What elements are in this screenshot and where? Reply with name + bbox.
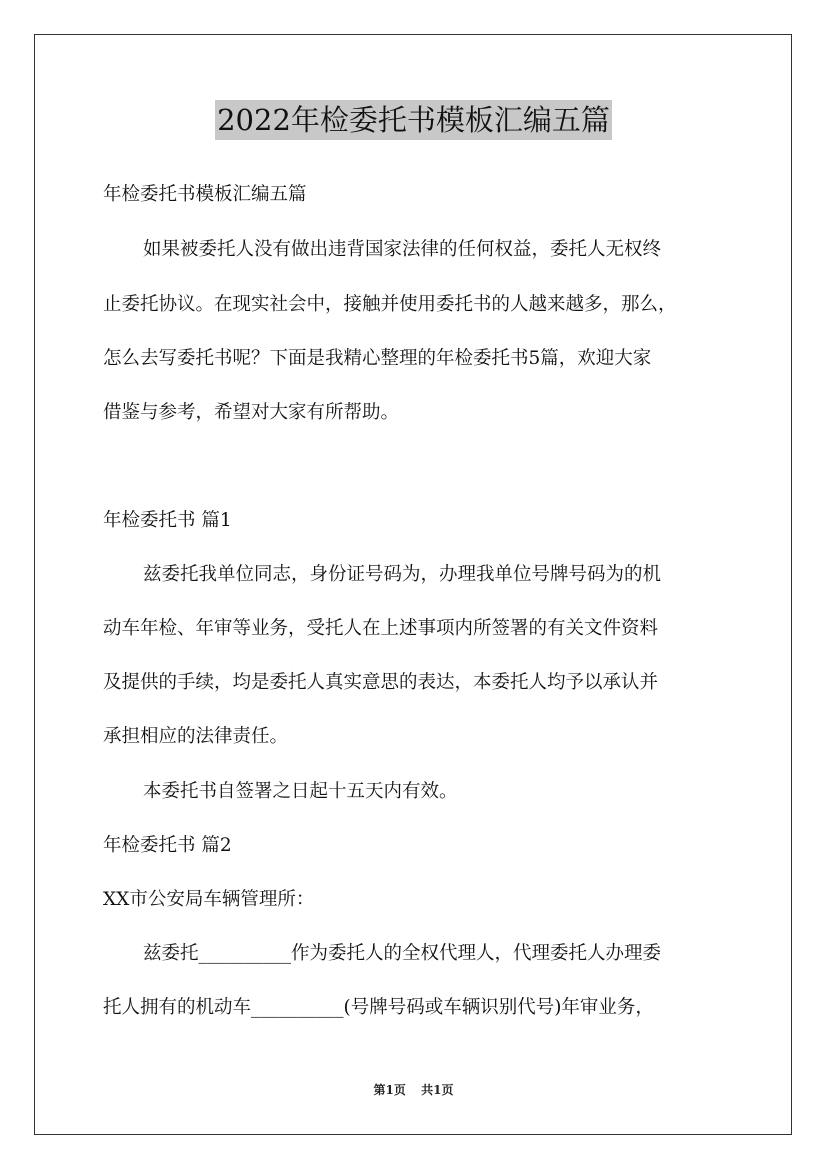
page-number: 第1页: [373, 1083, 406, 1097]
section-heading: 年检委托书模板汇编五篇: [103, 184, 307, 205]
paragraph-line: 怎么去写委托书呢？下面是我精心整理的年检委托书5篇，欢迎大家: [103, 348, 652, 369]
paragraph-line: 托人拥有的机动车__________(号牌号码或车辆识别代号)年审业务，: [103, 997, 654, 1018]
paragraph-line: 本委托书自签署之日起十五天内有效。: [143, 781, 458, 802]
page-total: 共1页: [421, 1083, 454, 1097]
paragraph-line: 借鉴与参考，希望对大家有所帮助。: [103, 402, 400, 423]
paragraph-line: 承担相应的法律责任。: [103, 726, 289, 747]
document-title: 2022年检委托书模板汇编五篇: [215, 100, 612, 140]
page-footer: [0, 1080, 827, 1100]
section-heading: 年检委托书 篇2: [103, 835, 232, 856]
title-container: [0, 100, 827, 140]
paragraph-line: 如果被委托人没有做出违背国家法律的任何权益，委托人无权终: [143, 239, 662, 260]
paragraph-line: 兹委托我单位同志，身份证号码为，办理我单位号牌号码为的机: [143, 564, 662, 585]
section-heading: 年检委托书 篇1: [103, 510, 232, 531]
paragraph-line: 兹委托__________作为委托人的全权代理人，代理委托人办理委: [143, 943, 662, 964]
paragraph-line: XX市公安局车辆管理所：: [103, 889, 315, 910]
paragraph-line: 及提供的手续，均是委托人真实意思的表达，本委托人均予以承认并: [103, 672, 659, 693]
paragraph-line: 动车年检、年审等业务，受托人在上述事项内所签署的有关文件资料: [103, 618, 659, 639]
paragraph-line: 止委托协议。在现实社会中，接触并使用委托书的人越来越多，那么，: [103, 294, 677, 315]
